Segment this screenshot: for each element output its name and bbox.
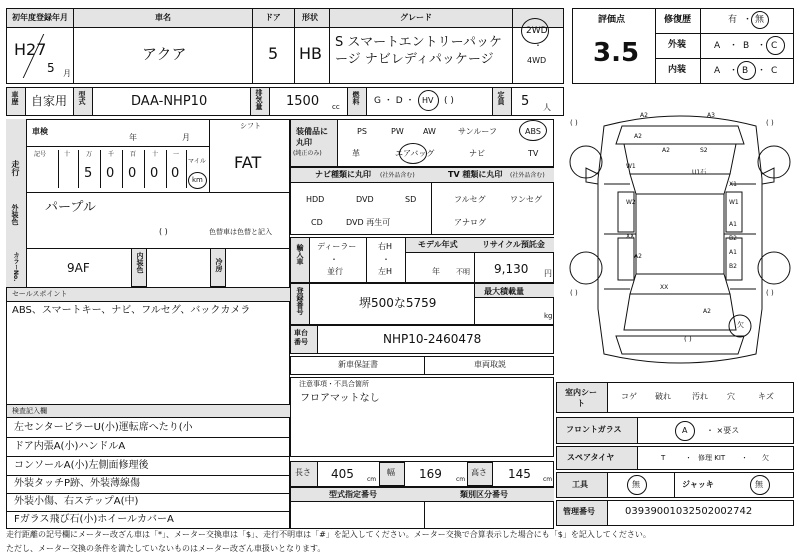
type-label: 車歴 [11,91,19,105]
diag-label: A2 [662,147,670,154]
inspect-line: 外装タッチP跡、外装薄線傷 [14,478,141,489]
month-unit: 月 [63,69,71,78]
model-value: DAA-NHP10 [131,94,208,109]
grade-value: S スマートエントリーパッケージ ナビレディパッケージ [335,35,502,67]
fuel-paren: ( ) [444,96,454,106]
disp-label: 排気量 [255,89,263,110]
cap-value: 5 [521,94,530,109]
interior-label: 内装 [668,65,687,75]
equip-label: 装備品に丸印 [296,127,328,147]
diag-label: W1 [626,163,636,170]
shift-value: FAT [234,153,262,172]
disp-value: 1500 [286,94,320,109]
repair-opt-no: 無 [755,15,765,25]
cap-label: 定員 [497,91,505,105]
warranty-block [290,356,554,375]
repair-opt-yes: 有 [728,15,738,25]
footer-note-2: ただし、メーター交換の条件を満たしていないものはメーター改ざん車扱いとなります。 [6,544,326,553]
mileage-digit: 5 [84,166,93,181]
fuel-hv: HV [422,96,434,105]
diag-mm: ( ) [570,119,578,127]
interior-color-label: 内装色 [136,252,144,273]
diag-label: U1石 [692,169,707,176]
shift-label: シフト [240,122,261,130]
year-label: 初年度登録年月 [12,13,68,22]
diag-label: A1 [729,221,737,228]
shape-value: HB [299,44,323,63]
diag-label: W1 [729,199,739,206]
diag-label: A1 [729,249,737,256]
car-name: アクア [142,45,187,63]
car-name-label: 車名 [155,13,171,22]
inspect-line: コンソールA(小)左側面修理後 [14,460,149,471]
notes-value: フロアマットなし [300,393,380,404]
fuel-label: 燃料 [352,91,360,105]
mileage-digit: 0 [128,166,137,181]
diag-label: B2 [729,235,737,242]
door-value: 5 [268,44,279,63]
month-value: 5 [47,61,55,75]
damage-diagram [564,104,796,374]
diag-label: A2 [640,112,648,119]
diag-mm: ( ) [570,289,578,297]
header-label-row [6,8,564,28]
diag-label: XX [626,233,635,240]
diag-label: S2 [700,147,708,154]
notes-block [290,377,554,457]
car-outline [564,104,796,374]
color-label: 外装色 [11,204,19,225]
inspect-label: 検査記入欄 [12,407,47,415]
mgmt-value: 0393900103250200274​2 [625,506,753,517]
sales-point: ABS、スマートキー、ナビ、フルセグ、バックカメラ [12,305,251,316]
footer-note-1: 走行距離の記号欄にメーター改ざん車は「*」、メーター交換車は「$」、走行不明車は「#」を記入してください。メーター交換で合算表示した場合にも「$」を記入してください。 [6,530,651,539]
diag-label: A2 [703,308,711,315]
year-value: H27 [14,40,47,59]
sales-point-label: セールスポイント [12,290,68,298]
door-label: ドア [265,13,281,22]
recycle-value: 9,130 [494,262,529,276]
inspect-line: 外装小傷、右ステップA(中) [14,496,139,507]
mileage-digit: 0 [106,166,115,181]
diag-label: A3 [707,112,715,119]
grade-label: グレード [400,13,432,22]
diag-label: W2 [626,199,636,206]
notch-label: 欠 [737,321,744,329]
disp-unit: cc [332,103,340,111]
score-label: 評価点 [598,15,626,25]
diag-label: XX [660,284,669,291]
inspect-line: ドア内張A(小)ハンドルA [14,441,126,452]
color-no-value: 9AF [67,261,90,275]
length-value: 405 [331,467,354,481]
cap-unit: 人 [543,103,551,112]
diag-label: A2 [634,133,642,140]
inspection-label: 車検 [32,127,48,136]
fuel-opts: G ・ D ・ [374,96,415,106]
exterior-label: 外装 [668,40,687,50]
mileage-digit: 0 [171,166,180,181]
diag-mm: ( ) [766,119,774,127]
mileage-digit: 0 [150,166,159,181]
model-label: 型式 [78,91,86,105]
height-value: 145 [508,467,531,481]
repair-label: 修復歴 [664,15,692,25]
diag-mm: ( ) [766,289,774,297]
ac-label: 冷房 [215,258,223,272]
mileage-label: 走行 [11,160,20,176]
shape-label: 形状 [302,13,318,22]
inspect-line: Fガラス飛び石(小)ホイールカバーA [14,514,174,525]
width-value: 169 [419,467,442,481]
color-no-label: カラーNo. [12,252,19,282]
reg-value: 堺500な5759 [359,296,437,310]
color-value: パープル [45,200,96,215]
drive-4wd: 4WD [527,56,547,65]
diag-label: X1 [729,181,737,188]
chassis-value: NHP10-2460478 [383,332,482,346]
diag-mm: ( ) [684,335,692,343]
score-value: 3.5 [593,38,640,68]
diag-label: B2 [729,263,737,270]
type-value: 自家用 [31,94,68,108]
diag-label: A2 [634,253,642,260]
inspect-line: 左センターピラーU(小)運転席へたり(小 [14,422,193,433]
drive-2wd: 2WD [526,26,548,36]
